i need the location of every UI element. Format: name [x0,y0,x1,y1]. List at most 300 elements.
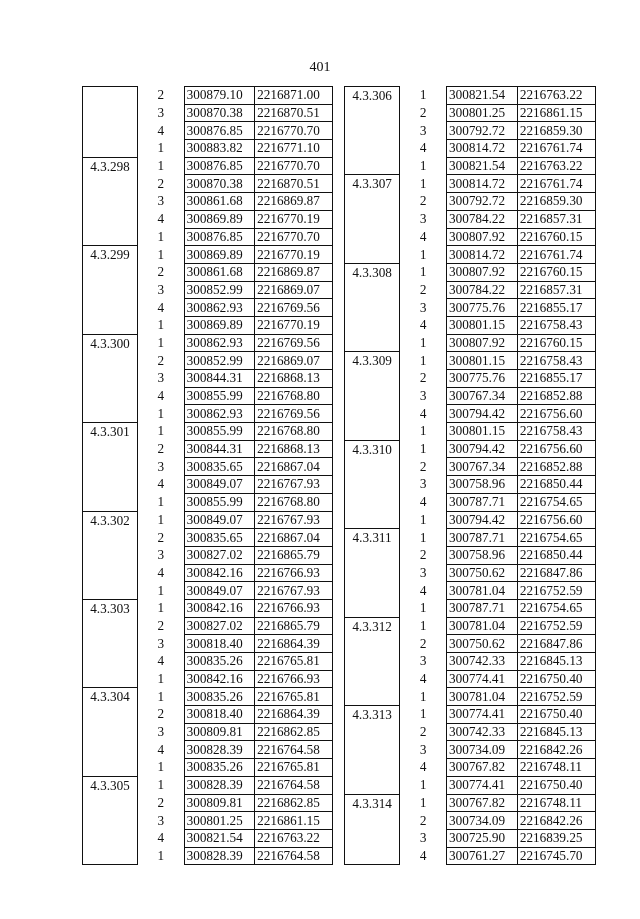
y-coordinate-cell: 2216758.43 [517,352,595,370]
point-number-cell: 4 [137,741,184,759]
y-coordinate-cell: 2216857.31 [517,281,595,299]
y-coordinate-cell: 2216769.56 [255,405,333,423]
table-row [345,440,596,458]
table-row [345,529,596,547]
y-coordinate-cell: 2216761.74 [517,175,595,193]
x-coordinate-cell: 300828.39 [184,741,255,759]
y-coordinate-cell: 2216771.10 [255,140,333,158]
x-coordinate-cell: 300761.27 [447,847,518,865]
x-coordinate-cell: 300801.25 [184,812,255,830]
plot-id-cell [345,87,400,175]
x-coordinate-cell: 300869.89 [184,316,255,334]
table-row [83,334,333,352]
x-coordinate-cell: 300852.99 [184,281,255,299]
x-coordinate-cell: 300734.09 [447,741,518,759]
point-number-cell: 1 [137,759,184,777]
y-coordinate-cell: 2216768.80 [255,493,333,511]
plot-id: 4.3.305 [90,777,130,793]
y-coordinate-cell: 2216867.04 [255,529,333,547]
x-coordinate-cell: 300767.34 [447,387,518,405]
point-number-cell: 4 [400,582,447,600]
point-number-cell: 1 [400,157,447,175]
point-number-cell: 4 [137,476,184,494]
point-number-cell: 1 [400,599,447,617]
plot-id-cell [83,423,138,511]
point-number-cell: 2 [137,263,184,281]
y-coordinate-cell: 2216765.81 [255,759,333,777]
y-coordinate-cell: 2216869.07 [255,352,333,370]
plot-id-cell [83,599,138,687]
y-coordinate-cell: 2216752.59 [517,617,595,635]
plot-id: 4.3.302 [90,512,130,528]
x-coordinate-cell: 300809.81 [184,723,255,741]
x-coordinate-cell: 300767.82 [447,759,518,777]
plot-id-cell [345,706,400,794]
y-coordinate-cell: 2216845.13 [517,653,595,671]
point-number-cell: 1 [137,316,184,334]
x-coordinate-cell: 300787.71 [447,529,518,547]
point-number-cell: 2 [137,794,184,812]
plot-id-cell [83,246,138,334]
table-row [83,599,333,617]
point-number-cell: 3 [400,653,447,671]
y-coordinate-cell: 2216861.15 [255,812,333,830]
y-coordinate-cell: 2216770.70 [255,157,333,175]
point-number-cell: 2 [400,281,447,299]
y-coordinate-cell: 2216855.17 [517,370,595,388]
x-coordinate-cell: 300787.71 [447,599,518,617]
y-coordinate-cell: 2216764.58 [255,847,333,865]
plot-id: 4.3.301 [90,424,130,440]
x-coordinate-cell: 300818.40 [184,706,255,724]
point-number-cell: 1 [137,157,184,175]
x-coordinate-cell: 300876.85 [184,122,255,140]
x-coordinate-cell: 300787.71 [447,493,518,511]
table-row [345,794,596,812]
y-coordinate-cell: 2216766.93 [255,670,333,688]
x-coordinate-cell: 300758.96 [447,476,518,494]
point-number-cell: 1 [400,617,447,635]
point-number-cell: 3 [400,210,447,228]
x-coordinate-cell: 300827.02 [184,617,255,635]
table-row [83,87,333,105]
y-coordinate-cell: 2216847.86 [517,564,595,582]
point-number-cell: 3 [137,723,184,741]
point-number-cell: 1 [137,493,184,511]
x-coordinate-cell: 300774.41 [447,706,518,724]
point-number-cell: 1 [137,670,184,688]
point-number-cell: 3 [137,281,184,299]
y-coordinate-cell: 2216756.60 [517,405,595,423]
x-coordinate-cell: 300835.26 [184,688,255,706]
point-number-cell: 2 [137,617,184,635]
point-number-cell: 4 [137,653,184,671]
x-coordinate-cell: 300879.10 [184,87,255,105]
x-coordinate-cell: 300827.02 [184,546,255,564]
x-coordinate-cell: 300861.68 [184,193,255,211]
x-coordinate-cell: 300750.62 [447,564,518,582]
x-coordinate-cell: 300807.92 [447,263,518,281]
x-coordinate-cell: 300767.34 [447,458,518,476]
plot-id: 4.3.310 [352,441,392,457]
x-coordinate-cell: 300844.31 [184,370,255,388]
plot-id-cell [345,175,400,263]
point-number-cell: 1 [137,599,184,617]
point-number-cell: 3 [400,387,447,405]
x-coordinate-cell: 300774.41 [447,776,518,794]
point-number-cell: 1 [400,423,447,441]
x-coordinate-cell: 300774.41 [447,670,518,688]
y-coordinate-cell: 2216769.56 [255,334,333,352]
y-coordinate-cell: 2216770.70 [255,228,333,246]
page-number: 401 [309,60,331,75]
y-coordinate-cell: 2216842.26 [517,812,595,830]
x-coordinate-cell: 300814.72 [447,140,518,158]
y-coordinate-cell: 2216850.44 [517,546,595,564]
plot-id: 4.3.312 [352,618,392,634]
y-coordinate-cell: 2216766.93 [255,599,333,617]
plot-id-cell [83,157,138,245]
x-coordinate-cell: 300784.22 [447,281,518,299]
point-number-cell: 4 [137,829,184,847]
point-number-cell: 3 [137,635,184,653]
y-coordinate-cell: 2216768.80 [255,387,333,405]
y-coordinate-cell: 2216871.00 [255,87,333,105]
x-coordinate-cell: 300775.76 [447,370,518,388]
y-coordinate-cell: 2216760.15 [517,334,595,352]
table-row [345,617,596,635]
x-coordinate-cell: 300781.04 [447,582,518,600]
x-coordinate-cell: 300801.15 [447,423,518,441]
table-row [83,246,333,264]
x-coordinate-cell: 300855.99 [184,493,255,511]
x-coordinate-cell: 300784.22 [447,210,518,228]
plot-id-cell [83,87,138,158]
point-number-cell: 1 [137,140,184,158]
point-number-cell: 1 [400,440,447,458]
point-number-cell: 2 [400,812,447,830]
table-row [345,706,596,724]
point-number-cell: 1 [400,706,447,724]
point-number-cell: 3 [137,458,184,476]
point-number-cell: 1 [400,263,447,281]
y-coordinate-cell: 2216864.39 [255,706,333,724]
point-number-cell: 2 [137,440,184,458]
point-number-cell: 4 [400,228,447,246]
y-coordinate-cell: 2216869.87 [255,193,333,211]
x-coordinate-cell: 300742.33 [447,653,518,671]
x-coordinate-cell: 300828.39 [184,847,255,865]
point-number-cell: 3 [400,829,447,847]
point-number-cell: 1 [400,776,447,794]
point-number-cell: 3 [137,370,184,388]
y-coordinate-cell: 2216850.44 [517,476,595,494]
point-number-cell: 4 [400,670,447,688]
point-number-cell: 2 [400,104,447,122]
point-number-cell: 3 [137,546,184,564]
plot-id-cell [83,776,138,864]
right-coordinate-table [344,86,596,865]
point-number-cell: 3 [137,104,184,122]
y-coordinate-cell: 2216870.51 [255,175,333,193]
y-coordinate-cell: 2216767.93 [255,511,333,529]
y-coordinate-cell: 2216865.79 [255,546,333,564]
y-coordinate-cell: 2216769.56 [255,299,333,317]
table-row [83,157,333,175]
table-row [83,776,333,794]
y-coordinate-cell: 2216754.65 [517,493,595,511]
point-number-cell: 1 [400,794,447,812]
x-coordinate-cell: 300862.93 [184,334,255,352]
point-number-cell: 1 [400,529,447,547]
plot-id-cell [345,440,400,528]
y-coordinate-cell: 2216767.93 [255,582,333,600]
x-coordinate-cell: 300821.54 [447,157,518,175]
point-number-cell: 2 [137,175,184,193]
y-coordinate-cell: 2216758.43 [517,316,595,334]
y-coordinate-cell: 2216748.11 [517,794,595,812]
x-coordinate-cell: 300794.42 [447,405,518,423]
y-coordinate-cell: 2216862.85 [255,794,333,812]
y-coordinate-cell: 2216760.15 [517,228,595,246]
point-number-cell: 1 [137,582,184,600]
point-number-cell: 3 [137,193,184,211]
point-number-cell: 1 [400,352,447,370]
y-coordinate-cell: 2216764.58 [255,776,333,794]
point-number-cell: 2 [400,370,447,388]
y-coordinate-cell: 2216861.15 [517,104,595,122]
x-coordinate-cell: 300742.33 [447,723,518,741]
point-number-cell: 2 [400,193,447,211]
y-coordinate-cell: 2216842.26 [517,741,595,759]
plot-id: 4.3.309 [352,353,392,369]
x-coordinate-cell: 300855.99 [184,423,255,441]
point-number-cell: 4 [137,122,184,140]
y-coordinate-cell: 2216869.87 [255,263,333,281]
point-number-cell: 2 [400,723,447,741]
y-coordinate-cell: 2216868.13 [255,370,333,388]
x-coordinate-cell: 300849.07 [184,582,255,600]
plot-id-cell [345,352,400,440]
point-number-cell: 3 [400,741,447,759]
point-number-cell: 2 [137,529,184,547]
x-coordinate-cell: 300862.93 [184,299,255,317]
y-coordinate-cell: 2216761.74 [517,140,595,158]
plot-id: 4.3.306 [352,88,392,103]
y-coordinate-cell: 2216750.40 [517,706,595,724]
x-coordinate-cell: 300750.62 [447,635,518,653]
plot-id: 4.3.299 [90,247,130,263]
x-coordinate-cell: 300807.92 [447,334,518,352]
plot-id-cell [83,688,138,776]
plot-id-cell [345,617,400,705]
table-row [345,87,596,105]
y-coordinate-cell: 2216765.81 [255,688,333,706]
plot-id-cell [345,529,400,617]
point-number-cell: 1 [137,228,184,246]
x-coordinate-cell: 300734.09 [447,812,518,830]
x-coordinate-cell: 300801.15 [447,316,518,334]
point-number-cell: 1 [400,175,447,193]
point-number-cell: 1 [137,688,184,706]
point-number-cell: 1 [137,246,184,264]
point-number-cell: 1 [137,334,184,352]
y-coordinate-cell: 2216869.07 [255,281,333,299]
y-coordinate-cell: 2216770.19 [255,246,333,264]
y-coordinate-cell: 2216748.11 [517,759,595,777]
x-coordinate-cell: 300870.38 [184,104,255,122]
point-number-cell: 1 [137,776,184,794]
x-coordinate-cell: 300862.93 [184,405,255,423]
x-coordinate-cell: 300794.42 [447,440,518,458]
y-coordinate-cell: 2216870.51 [255,104,333,122]
point-number-cell: 4 [137,299,184,317]
point-number-cell: 1 [137,511,184,529]
y-coordinate-cell: 2216766.93 [255,564,333,582]
plot-id: 4.3.314 [352,795,392,811]
point-number-cell: 1 [137,405,184,423]
x-coordinate-cell: 300835.65 [184,458,255,476]
y-coordinate-cell: 2216859.30 [517,193,595,211]
y-coordinate-cell: 2216847.86 [517,635,595,653]
y-coordinate-cell: 2216852.88 [517,387,595,405]
y-coordinate-cell: 2216859.30 [517,122,595,140]
y-coordinate-cell: 2216765.81 [255,653,333,671]
x-coordinate-cell: 300883.82 [184,140,255,158]
x-coordinate-cell: 300814.72 [447,246,518,264]
table-row [345,263,596,281]
x-coordinate-cell: 300801.15 [447,352,518,370]
x-coordinate-cell: 300876.85 [184,228,255,246]
x-coordinate-cell: 300869.89 [184,210,255,228]
x-coordinate-cell: 300852.99 [184,352,255,370]
x-coordinate-cell: 300849.07 [184,476,255,494]
x-coordinate-cell: 300842.16 [184,564,255,582]
point-number-cell: 4 [400,759,447,777]
x-coordinate-cell: 300828.39 [184,776,255,794]
x-coordinate-cell: 300818.40 [184,635,255,653]
x-coordinate-cell: 300821.54 [184,829,255,847]
y-coordinate-cell: 2216750.40 [517,776,595,794]
plot-id: 4.3.311 [352,530,392,546]
x-coordinate-cell: 300767.82 [447,794,518,812]
y-coordinate-cell: 2216839.25 [517,829,595,847]
x-coordinate-cell: 300861.68 [184,263,255,281]
x-coordinate-cell: 300801.25 [447,104,518,122]
plot-id-cell [345,263,400,351]
x-coordinate-cell: 300792.72 [447,122,518,140]
x-coordinate-cell: 300842.16 [184,599,255,617]
x-coordinate-cell: 300792.72 [447,193,518,211]
y-coordinate-cell: 2216867.04 [255,458,333,476]
point-number-cell: 2 [400,546,447,564]
y-coordinate-cell: 2216761.74 [517,246,595,264]
y-coordinate-cell: 2216845.13 [517,723,595,741]
x-coordinate-cell: 300855.99 [184,387,255,405]
y-coordinate-cell: 2216754.65 [517,599,595,617]
plot-id: 4.3.298 [90,158,130,174]
x-coordinate-cell: 300781.04 [447,617,518,635]
x-coordinate-cell: 300870.38 [184,175,255,193]
x-coordinate-cell: 300807.92 [447,228,518,246]
x-coordinate-cell: 300869.89 [184,246,255,264]
y-coordinate-cell: 2216763.22 [517,157,595,175]
y-coordinate-cell: 2216868.13 [255,440,333,458]
y-coordinate-cell: 2216770.70 [255,122,333,140]
plot-id: 4.3.307 [352,176,392,192]
y-coordinate-cell: 2216764.58 [255,741,333,759]
point-number-cell: 3 [400,476,447,494]
point-number-cell: 3 [137,812,184,830]
y-coordinate-cell: 2216750.40 [517,670,595,688]
x-coordinate-cell: 300725.90 [447,829,518,847]
plot-id: 4.3.304 [90,689,130,705]
table-row [83,423,333,441]
plot-id: 4.3.303 [90,600,130,616]
y-coordinate-cell: 2216855.17 [517,299,595,317]
x-coordinate-cell: 300809.81 [184,794,255,812]
y-coordinate-cell: 2216864.39 [255,635,333,653]
point-number-cell: 4 [400,847,447,865]
x-coordinate-cell: 300876.85 [184,157,255,175]
y-coordinate-cell: 2216756.60 [517,511,595,529]
point-number-cell: 4 [400,140,447,158]
plot-id-cell [83,511,138,599]
x-coordinate-cell: 300835.26 [184,653,255,671]
x-coordinate-cell: 300775.76 [447,299,518,317]
point-number-cell: 4 [137,387,184,405]
point-number-cell: 1 [137,423,184,441]
point-number-cell: 3 [400,564,447,582]
y-coordinate-cell: 2216865.79 [255,617,333,635]
plot-id: 4.3.300 [90,335,130,351]
point-number-cell: 1 [400,246,447,264]
y-coordinate-cell: 2216756.60 [517,440,595,458]
point-number-cell: 1 [137,847,184,865]
plot-id-cell [345,794,400,865]
x-coordinate-cell: 300814.72 [447,175,518,193]
point-number-cell: 1 [400,688,447,706]
x-coordinate-cell: 300758.96 [447,546,518,564]
point-number-cell: 4 [137,210,184,228]
y-coordinate-cell: 2216770.19 [255,210,333,228]
point-number-cell: 1 [400,87,447,105]
point-number-cell: 3 [400,122,447,140]
point-number-cell: 1 [400,334,447,352]
y-coordinate-cell: 2216770.19 [255,316,333,334]
y-coordinate-cell: 2216760.15 [517,263,595,281]
x-coordinate-cell: 300794.42 [447,511,518,529]
y-coordinate-cell: 2216862.85 [255,723,333,741]
point-number-cell: 2 [137,87,184,105]
y-coordinate-cell: 2216857.31 [517,210,595,228]
x-coordinate-cell: 300849.07 [184,511,255,529]
y-coordinate-cell: 2216852.88 [517,458,595,476]
x-coordinate-cell: 300842.16 [184,670,255,688]
point-number-cell: 1 [400,511,447,529]
point-number-cell: 4 [137,564,184,582]
table-row [345,352,596,370]
y-coordinate-cell: 2216767.93 [255,476,333,494]
point-number-cell: 4 [400,493,447,511]
y-coordinate-cell: 2216752.59 [517,582,595,600]
point-number-cell: 4 [400,405,447,423]
x-coordinate-cell: 300781.04 [447,688,518,706]
plot-id: 4.3.313 [352,707,392,723]
plot-id: 4.3.308 [352,264,392,280]
point-number-cell: 2 [400,635,447,653]
y-coordinate-cell: 2216768.80 [255,423,333,441]
